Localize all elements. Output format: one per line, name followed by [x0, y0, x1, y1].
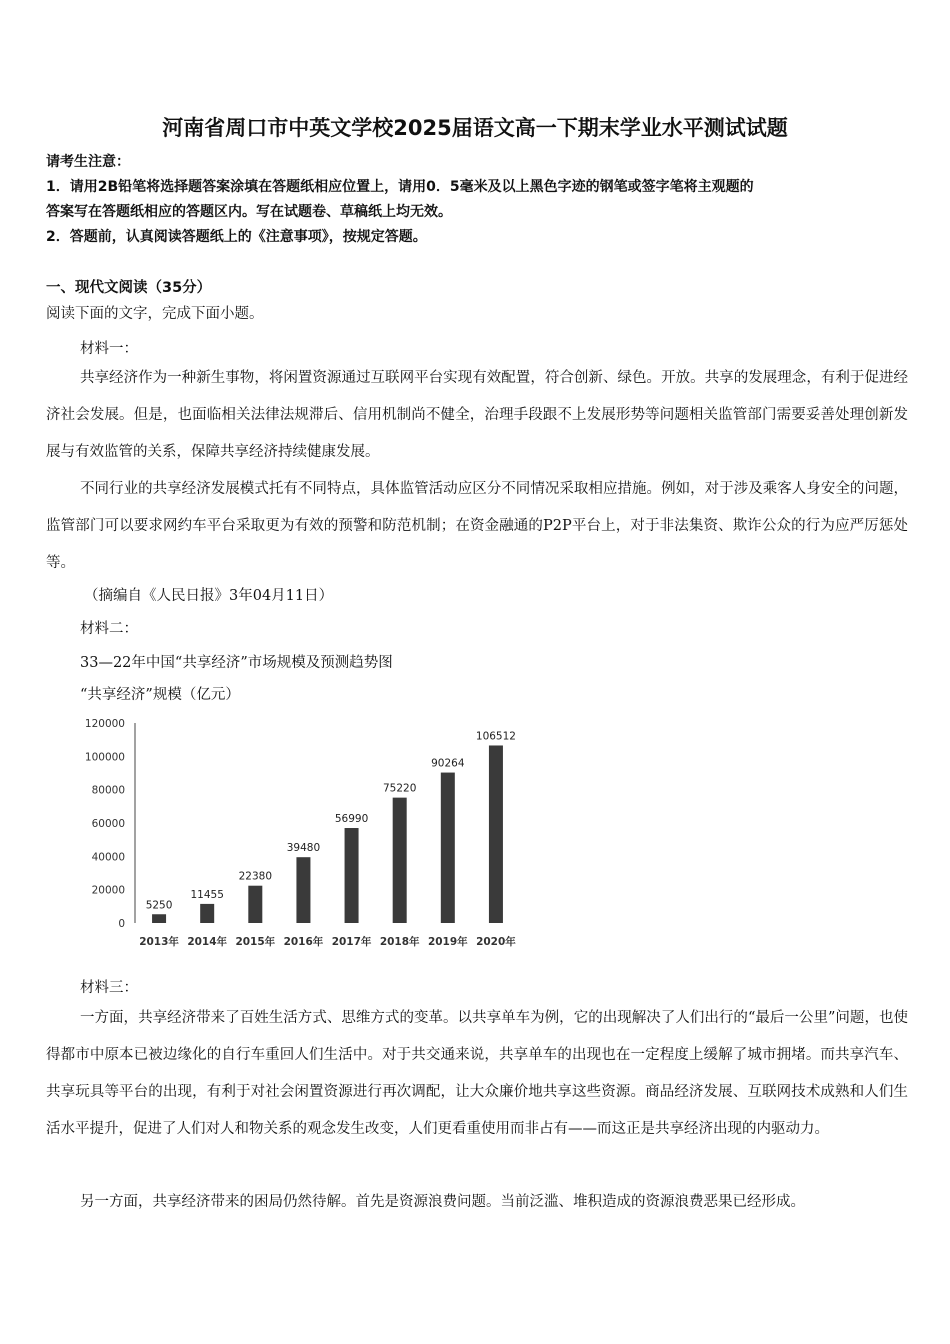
x-tick-label: 2018年: [379, 936, 420, 948]
chart-unit: “共享经济”规模（亿元）: [80, 687, 240, 703]
material-3-paragraph-1: 一方面，共享经济带来了百姓生活方式、思维方式的变革。以共享单车为例，它的出现解决了人们出行的“最后一公里”问题，也使得都市中原本已被边缘化的自行车重回人们生活中。对于共交通来说，共享单车的出现也在一定程度上缓解了城市拥堵。而共享汽车、共享玩具等平台的出现，有利于对社会闲置资源进行再次调配，让大众廉价地共享这些资源。商品经济发展、互联网技术成熟和人们生活水平提升，促进了人们对人和物关系的观念发生改变，人们更看重使用而非占有——而这正是共享经济出现的内驱动力。: [46, 1010, 908, 1137]
bar-value-label: 11455: [190, 888, 224, 901]
section-heading: 一、现代文阅读（35分）: [46, 280, 212, 296]
material-1-source: （摘编自《人民日报》3年04月11日）: [84, 588, 334, 604]
material-3-label: 材料三：: [80, 980, 138, 996]
material-1-paragraph-2: 不同行业的共享经济发展模式托有不同特点，具体监管活动应区分不同情况采取相应措施。例如，对于涉及乘客人身安全的问题，监管部门可以要求网约车平台采取更为有效的预警和防范机制；在资金融通的P2P平台上，对于非法集资、欺诈公众的行为应严厉惩处等。: [46, 481, 908, 571]
section-instruction: 阅读下面的文字，完成下面小题。: [46, 306, 264, 322]
bar: [248, 886, 262, 923]
x-tick-label: 2020年: [476, 936, 516, 948]
bar: [393, 798, 407, 923]
notice-item-1a: 1．请用2B铅笔将选择题答案涂填在答题纸相应位置上，请用0．5毫米及以上黑色字迹的钢笔或签字笔将主观题的: [46, 179, 754, 195]
bar-value-label: 39480: [286, 842, 321, 855]
bar: [296, 857, 310, 923]
market-size-bar-chart: [80, 713, 530, 963]
x-tick-label: 2014年: [187, 936, 228, 948]
bar: [345, 828, 359, 923]
bar-value-label: 22380: [238, 870, 273, 883]
bar-value-label: 5250: [145, 899, 173, 912]
y-tick-label: 0: [118, 918, 125, 930]
bar-value-label: 56990: [334, 813, 369, 826]
bar: [489, 745, 503, 923]
notice-item-2: 2．答题前，认真阅读答题纸上的《注意事项》，按规定答题。: [46, 229, 427, 245]
bar: [200, 904, 214, 923]
y-tick-label: 60000: [91, 818, 125, 830]
material-1-paragraph-1: 共享经济作为一种新生事物，将闲置资源通过互联网平台实现有效配置，符合创新、绿色。开放。共享的发展理念，有利于促进经济社会发展。但是，也面临相关法律法规滞后、信用机制尚不健全，治理手段跟不上发展形势等问题相关监管部门需要妥善处理创新发展与有效监管的关系，保障共享经济持续健康发展。: [46, 370, 908, 460]
material-3-paragraph-2: 另一方面，共享经济带来的困局仍然待解。首先是资源浪费问题。当前泛滥、堆积造成的资源浪费恶果已经形成。: [80, 1194, 805, 1210]
x-tick-label: 2013年: [139, 936, 179, 948]
notice-item-1b: 答案写在答题纸相应的答题区内。写在试题卷、草稿纸上均无效。: [46, 204, 452, 220]
bar: [441, 773, 455, 923]
page-title: 河南省周口市中英文学校2025届语文高一下期末学业水平测试试题: [162, 116, 788, 140]
bar-value-label: 75220: [382, 782, 417, 795]
y-tick-label: 120000: [84, 718, 125, 730]
material-2-label: 材料二：: [80, 621, 138, 637]
bar-value-label: 106512: [475, 730, 516, 743]
y-tick-label: 80000: [91, 784, 125, 797]
chart-title: 33—22年中国“共享经济”市场规模及预测趋势图: [80, 655, 393, 671]
material-1-label: 材料一：: [80, 341, 138, 357]
bar: [152, 914, 166, 923]
y-tick-label: 100000: [84, 751, 125, 764]
notice-heading: 请考生注意：: [46, 154, 130, 170]
y-tick-label: 20000: [91, 884, 125, 897]
x-tick-label: 2019年: [427, 936, 468, 948]
y-tick-label: 40000: [91, 851, 125, 864]
x-tick-label: 2016年: [283, 936, 324, 948]
bar-value-label: 90264: [431, 757, 465, 770]
x-tick-label: 2015年: [235, 936, 276, 948]
x-tick-label: 2017年: [331, 936, 372, 948]
